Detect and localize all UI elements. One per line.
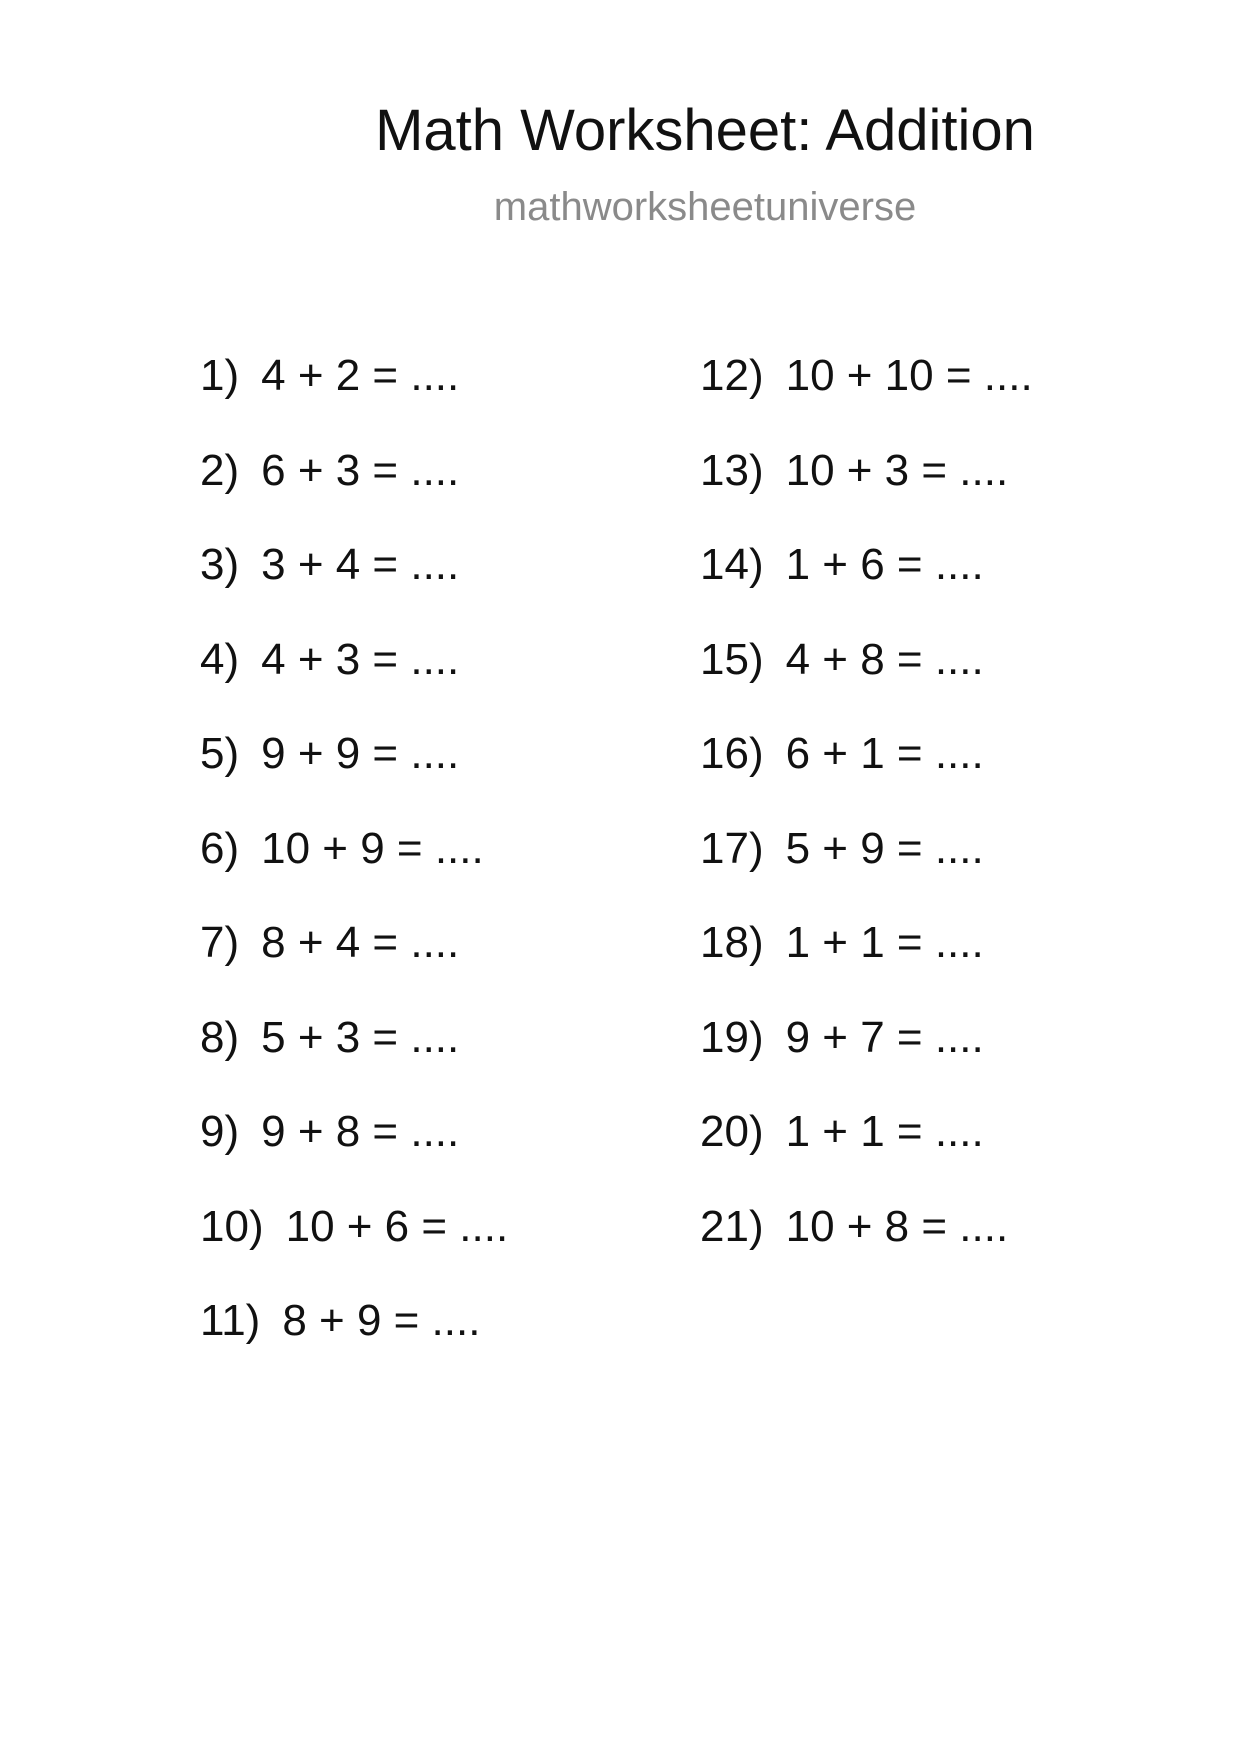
problem-expression: 3 + 4 = .... [261, 540, 460, 589]
problem-expression: 10 + 10 = .... [785, 351, 1033, 400]
problem-expression: 10 + 9 = .... [261, 823, 484, 873]
problem-number: 6) [200, 823, 240, 873]
problem-number: 9) [200, 1107, 240, 1156]
problem-13 [700, 445, 1033, 540]
problem-9 [200, 1106, 508, 1201]
problem-number: 11) [200, 1296, 261, 1345]
problem-number: 15) [700, 634, 764, 684]
problem-expression: 1 + 1 = .... [785, 918, 984, 967]
problem-number: 3) [200, 540, 240, 589]
problem-number: 10) [200, 1201, 264, 1251]
problem-expression: 8 + 9 = .... [282, 1296, 481, 1345]
problem-2 [200, 445, 508, 540]
problem-number: 5) [200, 729, 240, 778]
problem-expression: 10 + 3 = .... [785, 445, 1009, 495]
problem-number: 1) [200, 351, 240, 400]
problem-number: 12) [700, 351, 764, 400]
problem-expression: 6 + 3 = .... [261, 445, 460, 495]
worksheet-title: Math Worksheet: Addition [375, 98, 1035, 163]
problem-number: 2) [200, 445, 240, 495]
problem-column-right [700, 350, 1033, 1295]
problem-expression: 4 + 8 = .... [785, 634, 984, 684]
problem-16 [700, 728, 1033, 823]
problem-expression: 5 + 3 = .... [261, 1012, 460, 1062]
problem-expression: 5 + 9 = .... [785, 823, 984, 873]
problem-number: 14) [700, 540, 764, 589]
problem-12 [700, 350, 1033, 445]
problem-expression: 4 + 3 = .... [261, 634, 460, 684]
problem-number: 8) [200, 1012, 240, 1062]
problem-10 [200, 1201, 508, 1296]
problem-11 [200, 1295, 508, 1390]
problem-number: 13) [700, 445, 764, 495]
problem-number: 18) [700, 918, 764, 967]
problem-19 [700, 1012, 1033, 1107]
problem-expression: 1 + 6 = .... [785, 540, 984, 589]
problem-number: 20) [700, 1107, 764, 1156]
problem-expression: 1 + 1 = .... [785, 1107, 984, 1156]
problem-7 [200, 917, 508, 1012]
problem-expression: 10 + 8 = .... [785, 1201, 1009, 1251]
problem-expression: 8 + 4 = .... [261, 918, 460, 967]
problem-8 [200, 1012, 508, 1107]
problem-expression: 4 + 2 = .... [261, 351, 460, 400]
problem-number: 7) [200, 918, 240, 967]
problem-17 [700, 823, 1033, 918]
problem-3 [200, 539, 508, 634]
problem-number: 21) [700, 1201, 764, 1251]
problem-1 [200, 350, 508, 445]
problem-expression: 10 + 6 = .... [285, 1201, 509, 1251]
problem-expression: 9 + 9 = .... [261, 729, 460, 778]
problem-expression: 9 + 8 = .... [261, 1107, 460, 1156]
problem-6 [200, 823, 508, 918]
problem-21 [700, 1201, 1033, 1296]
problem-14 [700, 539, 1033, 634]
problem-20 [700, 1106, 1033, 1201]
problem-number: 19) [700, 1012, 764, 1062]
problem-expression: 6 + 1 = .... [785, 729, 984, 778]
worksheet-subtitle: mathworksheetuniverse [493, 185, 917, 229]
problem-number: 4) [200, 634, 240, 684]
problem-column-left [200, 350, 508, 1390]
problem-15 [700, 634, 1033, 729]
problem-4 [200, 634, 508, 729]
problem-expression: 9 + 7 = .... [785, 1012, 984, 1062]
problem-18 [700, 917, 1033, 1012]
problem-number: 16) [700, 729, 764, 778]
problem-5 [200, 728, 508, 823]
problem-number: 17) [700, 823, 764, 873]
